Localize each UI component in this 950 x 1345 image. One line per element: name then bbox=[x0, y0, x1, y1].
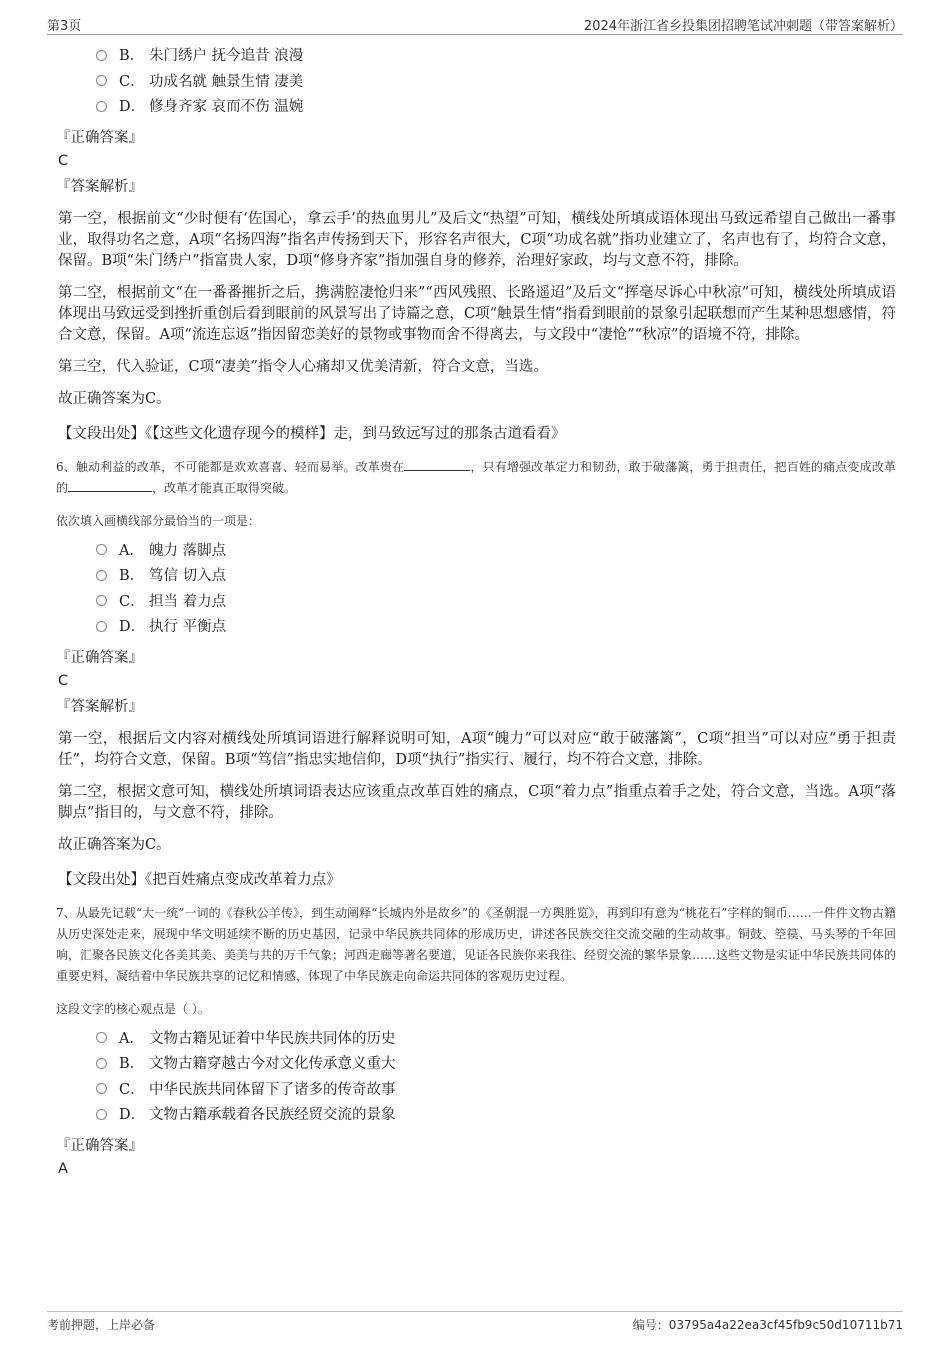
q5-answer-label: 『正确答案』 bbox=[56, 129, 143, 146]
q7-prompt: 这段文字的核心观点是（ ）。 bbox=[56, 1001, 210, 1016]
q7-answer: A bbox=[58, 1160, 68, 1177]
q5-option-b[interactable]: B． 朱门绣户 抚今追昔 浪漫 bbox=[96, 44, 896, 70]
q5-analysis-para: 故正确答案为C。 bbox=[58, 390, 171, 407]
q5-options bbox=[56, 44, 896, 121]
page-content bbox=[56, 44, 896, 1180]
q5-option-d[interactable]: D． 修身齐家 哀而不伤 温婉 bbox=[96, 95, 896, 121]
radio-icon[interactable] bbox=[96, 595, 107, 606]
radio-icon[interactable] bbox=[96, 50, 107, 61]
radio-icon[interactable] bbox=[96, 570, 107, 581]
q6-option-b[interactable]: B． 笃信 切入点 bbox=[96, 564, 896, 590]
q5-analysis-para: 第二空，根据前文“在一番番摧折之后，携满腔凄怆归来”“西风残照、长路遥迢”及后文“挥毫尽诉心中秋凉”可知，横线处所填成语体现出马致远受到挫折重创后看到眼前的风景写出了诗篇之意，C项“触景生情”指看到眼前的景象引起联想而产生某种思想感情，符合文意，保留。A项“流连忘返”指因留恋美好的景物或事物而舍不得离去，与文段中“凄怆”“秋凉”的语境不符，排除。 bbox=[58, 284, 896, 343]
page-number: 第3页 bbox=[47, 19, 82, 34]
q6-analysis-para: 第一空，根据后文内容对横线处所填词语进行解释说明可知，A项“魄力”可以对应“敢于破藩篱”，C项“担当”可以对应“勇于担责任”，均符合文意，保留。B项“笃信”指忠实地信仰，D项“执行”指实行、履行，均不符合文意，排除。 bbox=[58, 730, 896, 768]
q5-source: 【文段出处】《【这些文化遗存现今的模样】走，到马致远写过的那条古道看看》 bbox=[58, 425, 566, 442]
q6-source: 【文段出处】《把百姓痛点变成改革着力点》 bbox=[58, 871, 341, 888]
q5-analysis-label: 『答案解析』 bbox=[56, 178, 143, 195]
q6-answer: C bbox=[58, 672, 69, 689]
radio-icon[interactable] bbox=[96, 101, 107, 112]
q6-option-d[interactable]: D． 执行 平衡点 bbox=[96, 615, 896, 641]
code-value: 03795a4a22ea3cf45fb9c50d10711b71 bbox=[668, 1318, 903, 1332]
q5-analysis-para: 第三空，代入验证，C项“凄美”指令人心痛却又优美清新，符合文意，当选。 bbox=[58, 358, 548, 375]
page-header bbox=[47, 12, 903, 35]
q6-stem: 6、触动利益的改革，不可能都是欢欢喜喜、轻而易举。改革贵在 ，只有增强改革定力和韧劲，敢于破藩篱，勇于担责任，把百姓的痛点变成改革的 ，改革才能真正取得突破。 bbox=[56, 459, 896, 495]
q7-stem: 7、从最先记载“大一统”一词的《春秋公羊传》，到生动阐释“长城内外是故乡”的《圣朝混一方舆胜览》，再到印有意为“桃花石”字样的铜币……一件件文物古籍从历史深处走来，展现中华文明延续不断的历史基因，记录中华民族共同体的形成历史，讲述各民族交往交流交融的生动故事。铜鼓、箜篌、马头琴的千年回响，汇聚各民族文化各美其美、美美与共的万千气象；河西走廊等著名要道，见证各民族你来我往、经贸交流的繁华景象……这些文物是实证中华民族共同体的重要史料，凝结着中华民族共享的记忆和情感，体现了中华民族走向命运共同体的客观历史过程。 bbox=[56, 905, 897, 983]
q7-answer-label: 『正确答案』 bbox=[56, 1137, 143, 1154]
q6-analysis-para: 第二空，根据文意可知，横线处所填词语表达应该重点改革百姓的痛点，C项“着力点”指重点着手之处，符合文意，当选。A项“落脚点”指目的，与文意不符，排除。 bbox=[58, 783, 896, 821]
blank-line bbox=[404, 458, 470, 471]
footer-slogan: 考前押题，上岸必备 bbox=[47, 1318, 156, 1332]
q6-analysis-para: 故正确答案为C。 bbox=[58, 836, 171, 853]
q7-option-a[interactable]: A． 文物古籍见证着中华民族共同体的历史 bbox=[96, 1027, 896, 1053]
radio-icon[interactable] bbox=[96, 75, 107, 86]
radio-icon[interactable] bbox=[96, 1032, 107, 1043]
code-label: 编号： bbox=[632, 1318, 669, 1332]
q7-option-c[interactable]: C． 中华民族共同体留下了诸多的传奇故事 bbox=[96, 1078, 896, 1104]
q5-analysis-para: 第一空，根据前文“少时便有‘佐国心，拿云手’的热血男儿”及后文“热望”可知，横线处所填成语体现出马致远希望自己做出一番事业，取得功名之意，A项“名扬四海”指名声传扬到天下，形容名声很大，C项“功成名就”指功业建立了，名声也有了，均符合文意，保留。B项“朱门绣户”指富贵人家，D项“修身齐家”指加强自身的修养，治理好家政，均与文意不符，排除。 bbox=[58, 210, 896, 269]
q5-option-c[interactable]: C． 功成名就 触景生情 凄美 bbox=[96, 70, 896, 96]
document-code bbox=[633, 1316, 903, 1333]
radio-icon[interactable] bbox=[96, 1083, 107, 1094]
radio-icon[interactable] bbox=[96, 1058, 107, 1069]
radio-icon[interactable] bbox=[96, 621, 107, 632]
q7-option-d[interactable]: D． 文物古籍承载着各民族经贸交流的景象 bbox=[96, 1103, 896, 1129]
page-footer bbox=[47, 1311, 903, 1334]
q6-analysis-label: 『答案解析』 bbox=[56, 698, 143, 715]
q6-option-a[interactable]: A． 魄力 落脚点 bbox=[96, 539, 896, 565]
q6-answer-label: 『正确答案』 bbox=[56, 649, 143, 666]
document-title: 2024年浙江省乡投集团招聘笔试冲刺题（带答案解析） bbox=[583, 19, 903, 34]
radio-icon[interactable] bbox=[96, 544, 107, 555]
q6-options bbox=[56, 539, 896, 641]
q7-option-b[interactable]: B． 文物古籍穿越古今对文化传承意义重大 bbox=[96, 1052, 896, 1078]
q7-options bbox=[56, 1027, 896, 1129]
q5-answer: C bbox=[58, 152, 69, 169]
radio-icon[interactable] bbox=[96, 1109, 107, 1120]
q6-option-c[interactable]: C． 担当 着力点 bbox=[96, 590, 896, 616]
blank-line bbox=[68, 479, 152, 492]
q6-prompt: 依次填入画横线部分最恰当的一项是： bbox=[56, 513, 261, 528]
